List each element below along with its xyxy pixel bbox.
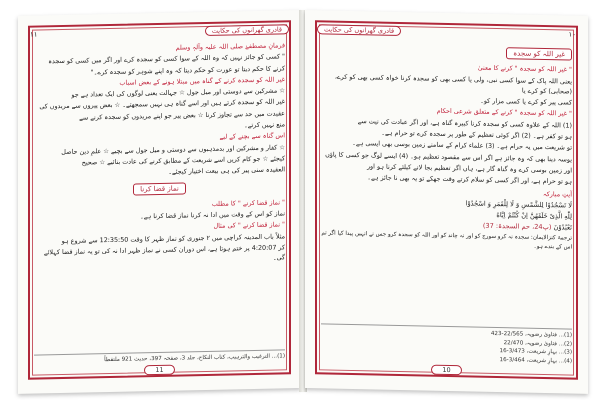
right-line: اور زمین بوسی کرے وہ گناہ گار ہے، ہاں اگر تعظیم بجا لانے کیلئے کرنا ہو اور	[366, 162, 572, 175]
left-subheading: غیر اللہ کو سجدہ کرنے کے گناہ میں مبتلا ہونے کے بعض اسباب	[119, 75, 285, 87]
left-header-title: قادری گھرانوں کی حکایت	[205, 24, 289, 36]
right-section-heading: غیر اللہ کو سجدہ	[506, 47, 572, 61]
right-line: ہو تو حرام ہے، اور اگر کسی کو سلام کرتے وقت جھکے تو یہ بھی نا جائز ہے۔	[367, 173, 572, 186]
right-page-number: 10	[305, 362, 588, 378]
left-page-number: 11	[18, 362, 301, 378]
right-line: یوسہ دینا بھی کہ وہ جائز ہے اگر اس سے مقصود تعظیم ہو۔ (4) ایسے لوگ جو کسی کا پاؤں	[325, 150, 572, 164]
right-footnotes	[321, 323, 572, 365]
right-line: ہو تو کفر ہے۔ (2) اگر کوئی تعظیم کے طور پر سجدہ کرے تو حرام ہے۔	[381, 128, 572, 141]
left-subheading: " نماز قضا کرنے " کا مطلب	[211, 198, 285, 208]
right-subheading: " غیر اللہ کو سجدہ " کرنے کا معنیٰ	[477, 63, 572, 74]
left-line: کرنے کا حکم دیتا تو عورت کو حکم دیتا کہ وہ اپنے شوہر کو سجدہ کرے۔"	[90, 63, 285, 77]
right-line: کسی پیر کو کرے یا کسی مزار کو۔	[480, 96, 572, 107]
left-page-content	[34, 40, 285, 361]
left-line: عقیدت میں حد سے تجاوز کرنا ☆ بعض پیر جو اپنے مریدوں کو سجدہ کرنے سے	[79, 109, 285, 122]
left-page	[18, 10, 301, 394]
ayah-line: لَا تَسْجُدُوْا لِلشَّمْسِ وَ لَا لِلْقَمَرِ وَ اسْجُدُوْا	[465, 199, 572, 210]
right-page	[305, 10, 588, 394]
left-line: العقیدہ سنی پیر کی ہی بیعت اختیار کیجئے۔	[168, 165, 285, 177]
left-subheading: اس گناہ سے بچنے کے لیے	[219, 131, 285, 142]
ayah-line: لِلّٰهِ الَّذِیْ خَلَقَهُنَّ اِنْ كُنْتُمْ اِیَّاهُ	[496, 211, 572, 221]
ayah-line: تَعْبُدُوْنَ (پ24، حم السجدۃ: 37)	[482, 222, 572, 233]
left-line: منع نہیں کرتے۔	[244, 120, 285, 130]
left-line: " کسی کو جائز نہیں کہ وہ اللہ کے سوا کسی کو سجدہ کرے اور اگر میں کسی کو سجدہ	[48, 52, 285, 66]
right-header-title: قادری گھرانوں کی حکایت	[317, 24, 401, 36]
right-line: یعنی اللہ پاک کے سوا کسی نبی، ولی یا کسی بھی کو سجدہ کرنا خواہ کسی بھی کو کرے، (صحابی) کو کرے یا	[334, 72, 572, 96]
left-line: مثلاً باب المدینہ کراچی میں ۲ جنوری کو نماز ظہر کا وقت 12:35:50 سے شروع ہو	[61, 232, 285, 245]
left-header-number: ١١	[30, 30, 38, 39]
left-line: نماز کو اس کے وقت میں ادا نہ کرنا نماز قضا کرنا ہے۔	[139, 209, 285, 221]
right-line: (1) اللہ کے علاوہ کسی کو سجدہ کرنا کبیرہ گناہ ہے، اور اگر عبادت کی نیت سے	[357, 116, 572, 130]
left-line: ☆ کفار و مشرکین اور بدمذہبوں سے دوستی و میل جول سے بچیے ☆ علمِ دین حاصل	[61, 143, 285, 156]
right-footnote: (3)... بہارِ شریعت، 3/473-16	[499, 348, 572, 356]
left-line: کیجئے ☆ جو کام کریں اسے شریعت کے مطابق کرنے کی عادت بنائیے ☆ صحیح	[81, 154, 285, 167]
left-line: کر 4:20:07 پر ختم ہوتا ہے، اس دوران کسی نے نماز ظہر ادا نہ کی تو یہ نماز قضا کہلائے گی۔	[43, 243, 285, 262]
right-page-content	[321, 40, 572, 361]
right-subheading: " غیر اللہ کو سجدہ " کرنے کے متعلق شرعی احکام	[436, 107, 572, 119]
right-footnote: (2)... فتاویٰ رضویہ، 22/470	[503, 339, 572, 348]
right-header-number: ١٠	[568, 30, 576, 39]
ayah-translation: ترجمۂ کنزالایمان: سجدہ نہ کرو سورج کو اور نہ چاند کو اور اللہ کو سجدہ کرو جس نے انہیں پیدا کیا اگر تم اس کے بندے ہو۔	[321, 230, 572, 251]
ayah-title: آیتِ مبارکہ	[542, 189, 572, 199]
open-book	[18, 10, 588, 394]
left-line: غیر اللہ کو سجدہ کرتے ہیں اور اسے گناہ ہی نہیں سمجھتے۔ ☆ بعض پیروں سے مریدوں کی	[39, 97, 285, 111]
left-footnote: (1)... الترغیب والترہیب، کتاب النکاح، جلد 3، صفحہ 397، حدیث 921 ملتقطاً	[104, 352, 285, 363]
left-subheading: " نماز قضا کرنے " کی مثال	[213, 220, 285, 231]
left-line: فرمانِ مصطفےٰ صلی اللہ علیہ وآلہٖ وسلم	[175, 41, 285, 52]
left-section-heading: نماز قضا کرنا	[133, 182, 186, 195]
right-footnote: (1)... فتاویٰ رضویہ، 22/565-423	[490, 330, 572, 339]
ayah-reference: (پ24، حم السجدۃ: 37)	[482, 222, 552, 232]
left-line: ☆ مشرکین سے دوستی اور میل جول ☆ جہالت یعنی لوگوں کی ایک تعداد ہے جو	[71, 86, 285, 99]
right-line: تو شریعت میں یہ حرام ہے۔ (3) علماء کرام کے سامنے زمین بوسی بھی ایسی ہے۔	[352, 139, 572, 152]
right-footnote: (4)... بہارِ شریعت، 3/464-16	[499, 356, 572, 365]
